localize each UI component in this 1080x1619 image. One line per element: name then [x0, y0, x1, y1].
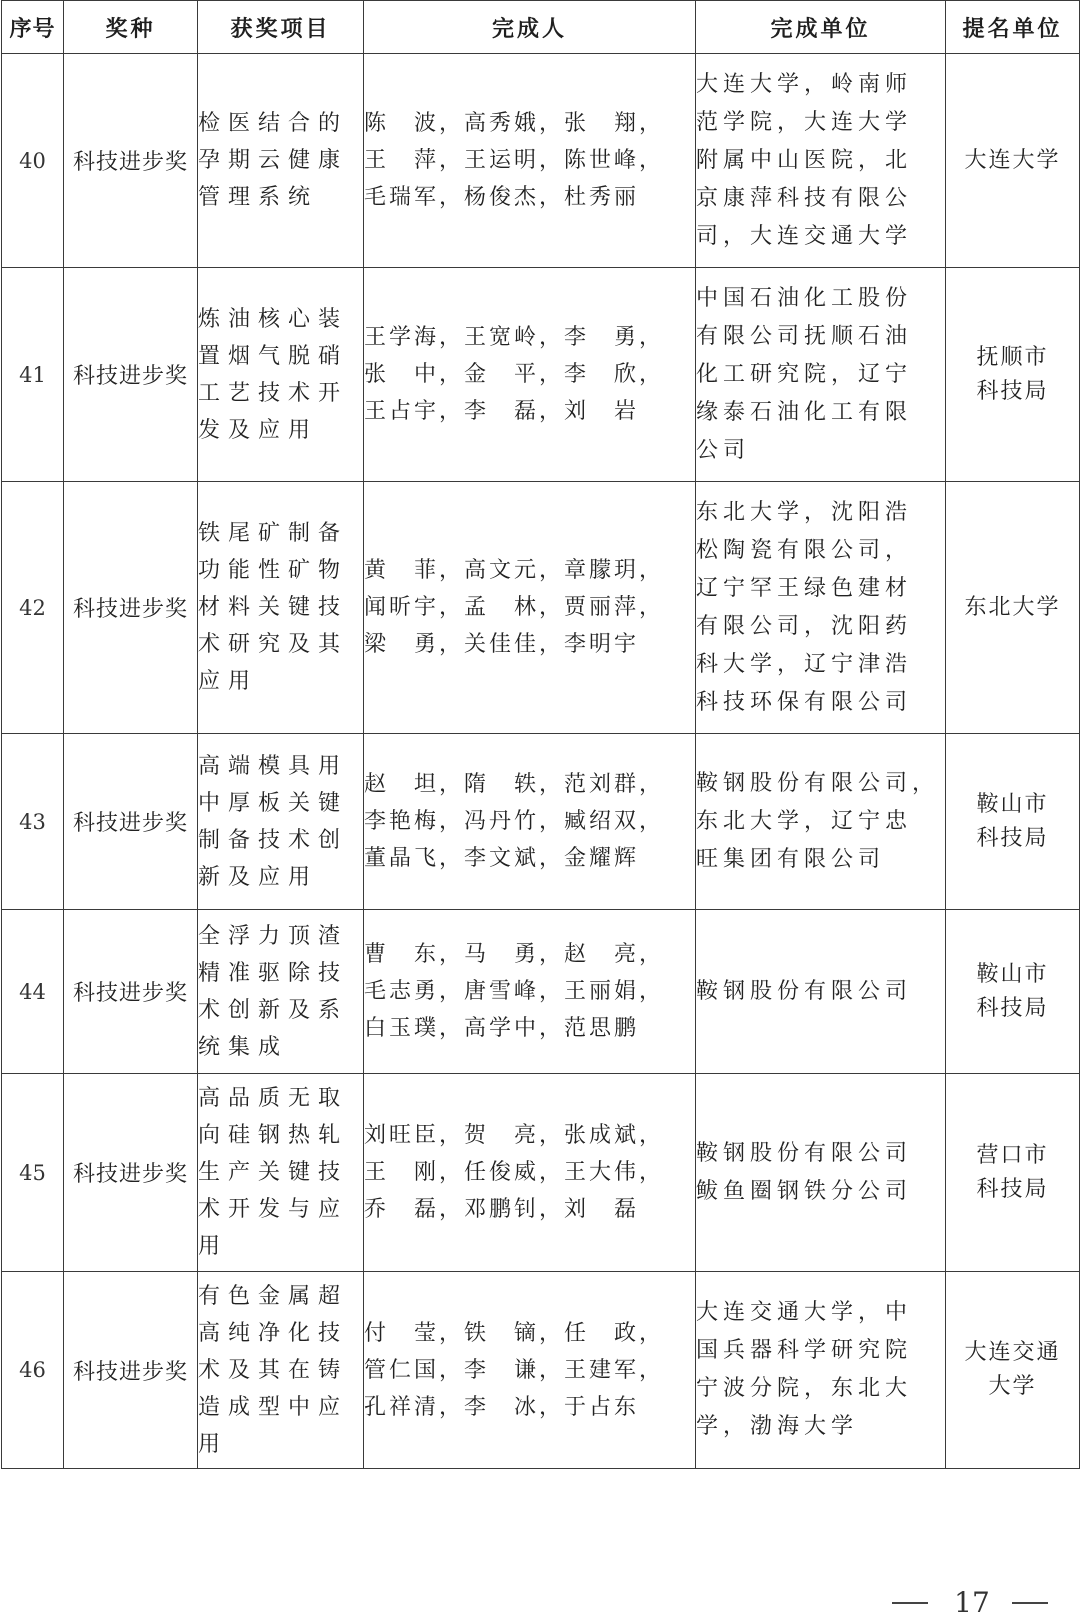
project-line: 高端模具用 — [198, 753, 349, 779]
project-line: 孕期云健康 — [198, 148, 349, 173]
unit-line: 大连大学，岭南师 — [696, 71, 913, 97]
table-row — [2, 1272, 1080, 1469]
nominator-line: 科技局 — [976, 825, 1049, 851]
unit-line: 京康萍科技有限公 — [696, 185, 913, 211]
completers-line: 孔祥清，李 冰，于占东 — [364, 1394, 640, 1420]
completers-cell — [364, 910, 696, 1074]
unit-line: 化工研究院，辽宁 — [696, 361, 913, 387]
award-project-cell — [198, 1074, 364, 1272]
completers-line: 付 莹，铁 镝，任 政， — [364, 1320, 665, 1346]
project-line: 新及应用 — [198, 864, 319, 890]
nominator-line: 营口市 — [976, 1142, 1049, 1168]
table-header-row — [2, 1, 1080, 54]
completers-line: 闻昕宇，孟 林，贾丽萍， — [364, 595, 665, 620]
header-nominating-unit: 提名单位 — [946, 1, 1080, 54]
completers-line: 董晶飞，李文斌，金耀辉 — [364, 846, 640, 871]
nominator-line: 鞍山市 — [976, 791, 1049, 817]
unit-line: 科大学，辽宁津浩 — [696, 651, 913, 677]
completers-cell — [364, 482, 696, 734]
project-line: 中厚板关键 — [198, 790, 349, 816]
project-line: 材料关键技 — [198, 595, 349, 620]
project-line: 向硅钢热轧 — [198, 1123, 349, 1148]
unit-line: 宁波分院，东北大 — [696, 1376, 913, 1401]
completers-cell — [364, 54, 696, 268]
completing-units-cell — [696, 1272, 946, 1469]
project-line: 统集成 — [198, 1034, 289, 1060]
awards-table — [1, 0, 1080, 1469]
completers-line: 黄 菲，高文元，章朦玥， — [364, 558, 665, 583]
project-line: 置烟气脱硝 — [198, 343, 349, 369]
unit-line: 司，大连交通大学 — [696, 223, 913, 249]
award-type-cell: 科技进步奖 — [64, 1272, 198, 1469]
nominating-unit-cell — [946, 268, 1080, 482]
page-number: 17 — [954, 1586, 990, 1619]
completers-cell — [364, 1074, 696, 1272]
award-project-cell — [198, 482, 364, 734]
nominator-line: 大连交通 — [964, 1340, 1061, 1365]
project-line: 用 — [198, 1431, 229, 1457]
unit-line: 中国石油化工股份 — [696, 285, 913, 311]
award-type-cell: 科技进步奖 — [64, 1074, 198, 1272]
award-project-cell — [198, 268, 364, 482]
header-serial-number: 序号 — [2, 1, 64, 54]
nominator-line: 东北大学 — [964, 594, 1061, 620]
award-project-cell — [198, 54, 364, 268]
table-row — [2, 1074, 1080, 1272]
project-line: 炼油核心装 — [198, 306, 349, 332]
project-line: 术及其在铸 — [198, 1357, 349, 1383]
project-line: 发及应用 — [198, 417, 319, 443]
completers-line: 赵 坦，隋 轶，范刘群， — [364, 772, 665, 797]
nominator-line: 鞍山市 — [976, 961, 1049, 987]
completers-cell — [364, 268, 696, 482]
completing-units-cell — [696, 1074, 946, 1272]
unit-line: 有限公司抚顺石油 — [696, 323, 913, 349]
nominator-line: 科技局 — [976, 995, 1049, 1021]
serial-number-cell: 43 — [2, 734, 64, 910]
project-line: 用 — [198, 1234, 229, 1259]
award-project-cell — [198, 734, 364, 910]
nominator-line: 大连大学 — [964, 147, 1061, 173]
project-line: 工艺技术开 — [198, 380, 349, 406]
project-line: 全浮力顶渣 — [198, 923, 349, 949]
completers-line: 梁 勇，关佳佳，李明宇 — [364, 632, 640, 657]
unit-line: 东北大学，沈阳浩 — [696, 499, 913, 525]
completers-line: 王学海，王宽岭，李 勇， — [364, 325, 665, 350]
table-row — [2, 268, 1080, 482]
project-line: 功能性矿物 — [198, 558, 349, 583]
completers-cell — [364, 734, 696, 910]
award-type-cell: 科技进步奖 — [64, 268, 198, 482]
completing-units-cell — [696, 910, 946, 1074]
completers-line: 白玉璞，高学中，范思鹏 — [364, 1016, 640, 1041]
unit-line: 鞍钢股份有限公司， — [696, 770, 940, 796]
table-row — [2, 54, 1080, 268]
completers-cell — [364, 1272, 696, 1469]
unit-line: 公司 — [696, 437, 751, 463]
nominating-unit-cell — [946, 734, 1080, 910]
unit-line: 附属中山医院，北 — [696, 147, 913, 173]
project-line: 高品质无取 — [198, 1086, 349, 1111]
unit-line: 鲅鱼圈钢铁分公司 — [696, 1178, 913, 1204]
table-row — [2, 482, 1080, 734]
footer-dash-left — [892, 1602, 928, 1604]
unit-line: 鞍钢股份有限公司 — [696, 978, 913, 1004]
project-line: 检医结合的 — [198, 111, 349, 136]
serial-number-cell: 42 — [2, 482, 64, 734]
project-line: 术研究及其 — [198, 632, 349, 657]
nominating-unit-cell — [946, 910, 1080, 1074]
project-line: 高纯净化技 — [198, 1320, 349, 1346]
table-body — [2, 54, 1080, 1469]
project-line: 管理系统 — [198, 185, 319, 210]
completers-line: 王 萍，王运明，陈世峰， — [364, 148, 665, 173]
project-line: 造成型中应 — [198, 1394, 349, 1420]
completing-units-cell — [696, 482, 946, 734]
unit-line: 有限公司，沈阳药 — [696, 613, 913, 639]
completers-line: 毛瑞军，杨俊杰，杜秀丽 — [364, 185, 640, 210]
completers-line: 王占宇，李 磊，刘 岩 — [364, 399, 640, 424]
project-line: 精准驱除技 — [198, 960, 349, 986]
table-row — [2, 734, 1080, 910]
unit-line: 科技环保有限公司 — [696, 689, 913, 715]
header-completing-units: 完成单位 — [696, 1, 946, 54]
unit-line: 辽宁罕王绿色建材 — [696, 575, 913, 601]
nominating-unit-cell — [946, 54, 1080, 268]
header-completers: 完成人 — [364, 1, 696, 54]
completing-units-cell — [696, 268, 946, 482]
award-type-cell: 科技进步奖 — [64, 54, 198, 268]
project-line: 制备技术创 — [198, 827, 349, 853]
nominating-unit-cell — [946, 1272, 1080, 1469]
unit-line: 大连交通大学，中 — [696, 1300, 913, 1325]
page-footer — [892, 1586, 1052, 1619]
unit-line: 国兵器科学研究院 — [696, 1338, 913, 1363]
nominator-line: 大学 — [988, 1374, 1037, 1399]
header-award-type: 奖种 — [64, 1, 198, 54]
project-line: 术开发与应 — [198, 1197, 349, 1222]
completers-line: 刘旺臣，贺 亮，张成斌， — [364, 1123, 665, 1148]
completers-line: 曹 东，马 勇，赵 亮， — [364, 942, 665, 967]
completing-units-cell — [696, 734, 946, 910]
unit-line: 缘泰石油化工有限 — [696, 399, 913, 425]
project-line: 有色金属超 — [198, 1283, 349, 1309]
serial-number-cell: 44 — [2, 910, 64, 1074]
nominator-line: 科技局 — [976, 1176, 1049, 1202]
award-type-cell: 科技进步奖 — [64, 734, 198, 910]
header-award-project: 获奖项目 — [198, 1, 364, 54]
serial-number-cell: 45 — [2, 1074, 64, 1272]
table-row — [2, 910, 1080, 1074]
completers-line: 乔 磊，邓鹏钊，刘 磊 — [364, 1197, 640, 1222]
serial-number-cell: 40 — [2, 54, 64, 268]
completing-units-cell — [696, 54, 946, 268]
completers-line: 李艳梅，冯丹竹，臧绍双， — [364, 809, 665, 834]
completers-line: 张 中，金 平，李 欣， — [364, 362, 665, 387]
footer-dash-right — [1012, 1602, 1048, 1604]
project-line: 术创新及系 — [198, 997, 349, 1023]
unit-line: 范学院，大连大学 — [696, 109, 913, 135]
completers-line: 陈 波，高秀娥，张 翔， — [364, 111, 665, 136]
unit-line: 东北大学，辽宁忠 — [696, 808, 913, 834]
project-line: 应用 — [198, 669, 259, 694]
unit-line: 松陶瓷有限公司， — [696, 537, 913, 563]
project-line: 铁尾矿制备 — [198, 521, 349, 546]
completers-line: 管仁国，李 谦，王建军， — [364, 1357, 665, 1383]
project-line: 生产关键技 — [198, 1160, 349, 1185]
unit-line: 鞍钢股份有限公司 — [696, 1140, 913, 1166]
unit-line: 旺集团有限公司 — [696, 846, 886, 872]
nominator-line: 科技局 — [976, 378, 1049, 404]
nominator-line: 抚顺市 — [976, 344, 1049, 370]
nominating-unit-cell — [946, 482, 1080, 734]
completers-line: 王 刚，任俊威，王大伟， — [364, 1160, 665, 1185]
serial-number-cell: 46 — [2, 1272, 64, 1469]
award-type-cell: 科技进步奖 — [64, 910, 198, 1074]
nominating-unit-cell — [946, 1074, 1080, 1272]
completers-line: 毛志勇，唐雪峰，王丽娟， — [364, 979, 665, 1004]
serial-number-cell: 41 — [2, 268, 64, 482]
award-project-cell — [198, 910, 364, 1074]
award-type-cell: 科技进步奖 — [64, 482, 198, 734]
unit-line: 学，渤海大学 — [696, 1414, 859, 1439]
award-project-cell — [198, 1272, 364, 1469]
